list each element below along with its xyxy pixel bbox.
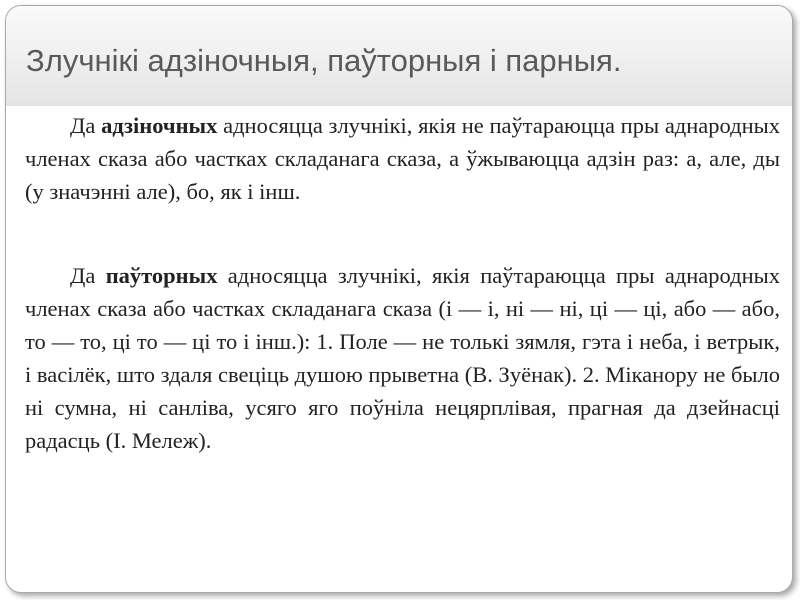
paragraph-repeated-conjunctions [25, 259, 780, 457]
slide-title: Злучнікі адзіночныя, паўторныя і парныя. [26, 43, 622, 78]
paragraph-lead: Да [70, 263, 106, 288]
slide-body [25, 109, 780, 457]
paragraph-lead: Да [70, 113, 102, 138]
term-repeated: паўторных [105, 263, 218, 288]
slide [5, 5, 793, 593]
paragraph-text: адносяцца злучнікі, якія паўтараюцца пры аднародных членах сказа або частках складанага сказа (і — і, ні — ні, ці — ці, або — або, то — то, ці то — ці то і інш.): 1. Поле — не толькі зямля, гэта і неба, і ветрык, і васілёк, што здаля свеціць душою прыветна (В. Зуёнак). 2. Міканору не было ні сумна, ні санліва, усяго яго поўніла нецярплівая, прагная да дзейнасці радасць (І. Мележ). [25, 263, 780, 453]
paragraph-single-conjunctions [25, 109, 780, 208]
paragraph-text: адносяцца злучнікі, якія не паўтараюцца пры аднародных членах сказа або частках складанага сказа, а ўжываюцца адзін раз: а, але, ды (у значэнні але), бо, як і інш. [25, 113, 780, 204]
term-single: адзіночных [101, 113, 218, 138]
